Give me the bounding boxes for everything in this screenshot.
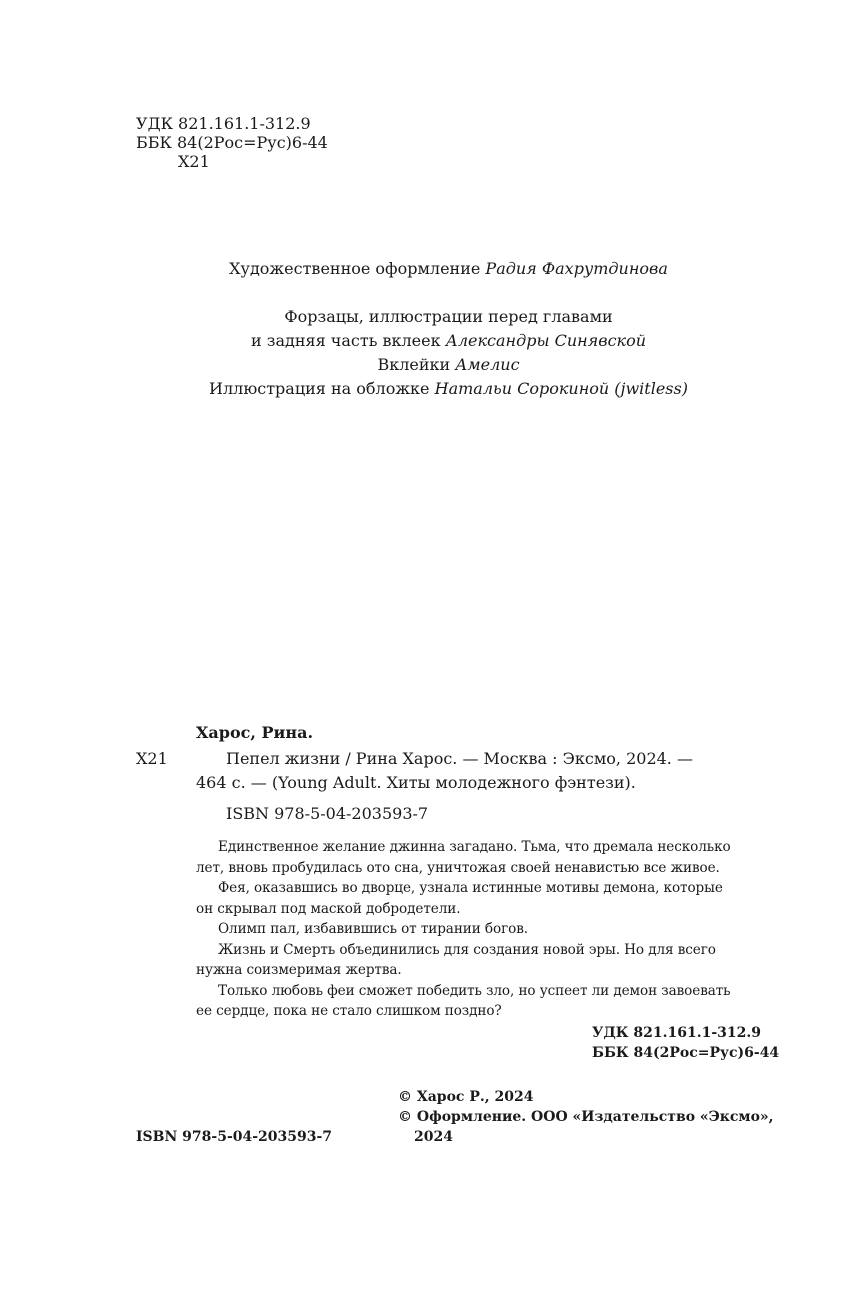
author-mark: Х21 [178,152,210,171]
footer-isbn: ISBN 978-5-04-203593-7 [136,1129,333,1145]
udk-code: УДК 821.161.1-312.9 [136,114,311,133]
copyright-block [398,1087,774,1147]
credit-endpapers-line1: Форзацы, иллюстрации перед главами [284,307,613,326]
annotation-line: Единственное желание джинна загадано. Тьма, что дремала несколько [218,839,731,855]
annotation-line: лет, вновь пробудилась ото сна, уничтожая своей ненавистью все живое. [196,859,720,876]
copyright-author: © Харос Р., 2024 [398,1089,534,1105]
bib-isbn: ISBN 978-5-04-203593-7 [226,804,429,823]
credit-art-design: Художественное оформление Радия Фахрутдинова [229,259,668,278]
annotation-line: он скрывал под маской добродетели. [196,900,461,917]
bib-author: Харос, Рина. [196,723,314,742]
footer-udk: УДК 821.161.1-312.9 [592,1025,762,1041]
annotation-line: Фея, оказавшись во дворце, узнала истинные мотивы демона, которые [218,880,723,896]
bib-title-line2: 464 с. — (Young Adult. Хиты молодежного фэнтези). [196,773,636,792]
footer-bbk: ББК 84(2Рос=Рус)6-44 [592,1045,780,1061]
annotation-line: Жизнь и Смерть объединились для создания новой эры. Но для всего [218,941,716,958]
annotation-line: нужна соизмеримая жертва. [196,962,402,978]
credits-block [0,257,844,401]
credit-endpapers-line2: и задняя часть вклеек Александры Синявской [250,331,647,350]
annotation-line: Олимп пал, избавившись от тирании богов. [218,921,528,937]
bbk-code: ББК 84(2Рос=Рус)6-44 [136,133,328,152]
credit-spacer [0,281,844,305]
annotation-line: ее сердце, пока не стало слишком поздно? [196,1003,502,1019]
bib-author-mark: Х21 [136,749,168,768]
annotation-line: Только любовь феи сможет победить зло, но успеет ли демон завоевать [218,982,731,999]
credit-cover: Иллюстрация на обложке Натальи Сорокиной (jwitless) [209,379,688,398]
annotation [196,837,731,1022]
bib-title-line1: Пепел жизни / Рина Харос. — Москва : Эксмо, 2024. — [226,749,693,768]
credit-inserts: Вклейки Амелис [377,355,520,374]
copyright-year: 2024 [414,1129,453,1145]
copyright-publisher: © Оформление. ООО «Издательство «Эксмо», [398,1109,774,1125]
